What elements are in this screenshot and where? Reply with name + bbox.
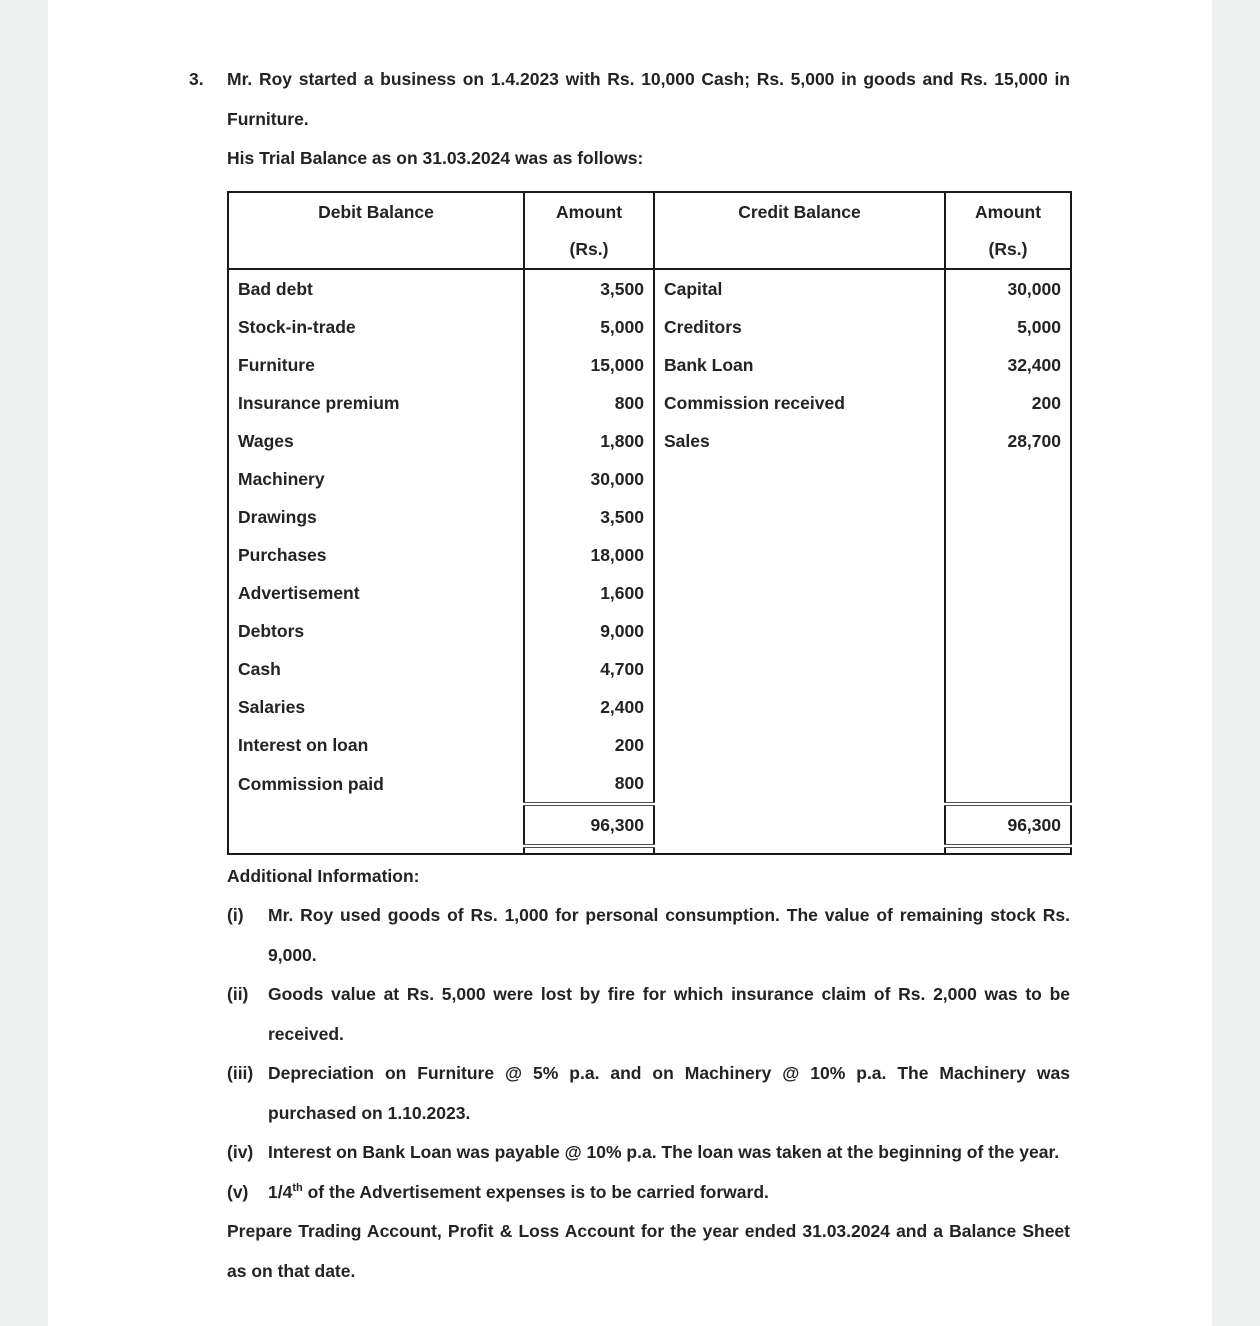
credit-amount	[945, 536, 1071, 574]
table-row	[228, 764, 1071, 804]
col-header-credit-amount	[945, 192, 1071, 269]
credit-amount: 28,700	[1007, 430, 1061, 451]
col-header-credit-amount-line2: (Rs.)	[988, 238, 1028, 259]
trial-balance-table	[227, 191, 1072, 855]
additional-info-item	[227, 1133, 1070, 1173]
debit-particular: Purchases	[228, 536, 524, 574]
credit-particular	[654, 536, 945, 574]
credit-particular	[654, 726, 945, 764]
debit-particular: Furniture	[228, 346, 524, 384]
table-head	[228, 192, 1071, 269]
table-header-row	[228, 192, 1071, 269]
additional-info-item	[227, 1173, 1070, 1213]
credit-amount: 5,000	[1017, 316, 1061, 337]
col-header-debit-balance: Debit Balance	[228, 192, 524, 269]
spacer-cell	[654, 846, 945, 854]
credit-particular: Capital	[654, 269, 945, 308]
item-marker: (iv)	[227, 1142, 254, 1162]
debit-particular: Machinery	[228, 460, 524, 498]
credit-amount	[945, 650, 1071, 688]
table-row	[228, 726, 1071, 764]
item-marker: (ii)	[227, 984, 249, 1004]
additional-info-item	[227, 896, 1070, 975]
debit-amount: 4,700	[524, 650, 654, 688]
debit-amount: 30,000	[524, 460, 654, 498]
total-row	[228, 804, 1071, 846]
item-text: Depreciation on Furniture @ 5% p.a. and on Machinery @ 10% p.a. The Machinery was purchased on 1.10.2023.	[268, 1063, 1070, 1123]
table-total-section	[228, 804, 1071, 854]
item-text-superscript: th	[292, 1181, 303, 1194]
debit-particular: Insurance premium	[228, 384, 524, 422]
table-row	[228, 612, 1071, 650]
item-marker: (iii)	[227, 1063, 254, 1083]
debit-amount: 3,500	[524, 498, 654, 536]
table-row	[228, 308, 1071, 346]
closing-paragraph: Prepare Trading Account, Profit & Loss Account for the year ended 31.03.2024 and a Balance Sheet as on that date.	[227, 1221, 1070, 1281]
debit-amount: 800	[524, 764, 654, 804]
credit-particular	[654, 574, 945, 612]
debit-amount: 1,600	[524, 574, 654, 612]
problem-header	[189, 60, 1070, 139]
additional-info-list	[227, 896, 1070, 1212]
credit-amount	[945, 498, 1071, 536]
credit-particular	[654, 688, 945, 726]
credit-particular	[654, 764, 945, 804]
debit-total-amount: 96,300	[524, 804, 654, 846]
table-row	[228, 574, 1071, 612]
table-row	[228, 536, 1071, 574]
table-row	[228, 346, 1071, 384]
table-body	[228, 269, 1071, 804]
debit-amount: 2,400	[524, 688, 654, 726]
total-row-credit-label	[654, 804, 945, 846]
debit-particular: Stock-in-trade	[228, 308, 524, 346]
table-row	[228, 498, 1071, 536]
credit-particular: Bank Loan	[654, 346, 945, 384]
debit-particular: Bad debt	[228, 269, 524, 308]
debit-amount: 18,000	[524, 536, 654, 574]
debit-particular: Salaries	[228, 688, 524, 726]
debit-particular: Advertisement	[228, 574, 524, 612]
table-row	[228, 269, 1071, 308]
table-row	[228, 688, 1071, 726]
col-header-credit-balance: Credit Balance	[654, 192, 945, 269]
table-row	[228, 460, 1071, 498]
credit-particular	[654, 650, 945, 688]
credit-amount: 32,400	[1007, 354, 1061, 375]
credit-amount: 200	[1031, 392, 1061, 413]
credit-amount	[945, 726, 1071, 764]
debit-amount: 15,000	[524, 346, 654, 384]
debit-particular: Commission paid	[228, 764, 524, 804]
item-text: Mr. Roy used goods of Rs. 1,000 for personal consumption. The value of remaining stock Rs. 9,000.	[268, 905, 1070, 965]
debit-particular: Debtors	[228, 612, 524, 650]
table-bottom-spacer	[228, 846, 1071, 854]
item-marker: (i)	[227, 905, 244, 925]
credit-amount	[945, 460, 1071, 498]
additional-info-item	[227, 1054, 1070, 1133]
debit-amount: 3,500	[524, 269, 654, 308]
credit-total-amount: 96,300	[945, 804, 1071, 846]
item-text-prefix: 1/4	[268, 1181, 293, 1202]
item-text-suffix: of the Advertisement expenses is to be carried forward.	[302, 1181, 769, 1202]
table-row	[228, 384, 1071, 422]
document-page	[48, 0, 1212, 1326]
additional-info-heading: Additional Information:	[227, 865, 420, 886]
debit-amount: 1,800	[524, 422, 654, 460]
debit-amount: 800	[524, 384, 654, 422]
problem-content	[48, 0, 1212, 1291]
spacer-cell	[945, 846, 1071, 854]
debit-particular: Cash	[228, 650, 524, 688]
debit-particular: Drawings	[228, 498, 524, 536]
col-header-credit-amount-line1: Amount	[974, 201, 1042, 222]
debit-amount: 9,000	[524, 612, 654, 650]
spacer-cell	[228, 846, 524, 854]
item-marker: (v)	[227, 1181, 249, 1202]
item-text: Goods value at Rs. 5,000 were lost by fire for which insurance claim of Rs. 2,000 was to be received.	[268, 984, 1070, 1044]
credit-amount	[945, 764, 1071, 804]
credit-particular: Commission received	[654, 384, 945, 422]
trial-balance-caption: His Trial Balance as on 31.03.2024 was as follows:	[227, 148, 644, 168]
problem-number: 3.	[189, 69, 204, 89]
spacer-cell	[524, 846, 654, 854]
credit-amount	[945, 574, 1071, 612]
credit-amount	[945, 612, 1071, 650]
item-text	[268, 1173, 1070, 1213]
debit-amount: 5,000	[524, 308, 654, 346]
col-header-debit-amount-line2: (Rs.)	[569, 238, 609, 259]
credit-particular	[654, 460, 945, 498]
table-row	[228, 422, 1071, 460]
debit-particular: Wages	[228, 422, 524, 460]
item-text: Interest on Bank Loan was payable @ 10% p.a. The loan was taken at the beginning of the year.	[268, 1142, 1060, 1162]
credit-particular	[654, 612, 945, 650]
additional-info-item	[227, 975, 1070, 1054]
debit-particular: Interest on loan	[228, 726, 524, 764]
col-header-debit-amount-line1: Amount	[555, 201, 623, 222]
debit-amount: 200	[524, 726, 654, 764]
credit-amount: 30,000	[1007, 278, 1061, 299]
credit-particular	[654, 498, 945, 536]
credit-particular: Creditors	[654, 308, 945, 346]
total-row-debit-label	[228, 804, 524, 846]
table-row	[228, 650, 1071, 688]
credit-particular: Sales	[654, 422, 945, 460]
credit-amount	[945, 688, 1071, 726]
intro-paragraph: Mr. Roy started a business on 1.4.2023 with Rs. 10,000 Cash; Rs. 5,000 in goods and Rs. 15,000 in Furniture.	[227, 69, 1070, 129]
col-header-debit-amount	[524, 192, 654, 269]
